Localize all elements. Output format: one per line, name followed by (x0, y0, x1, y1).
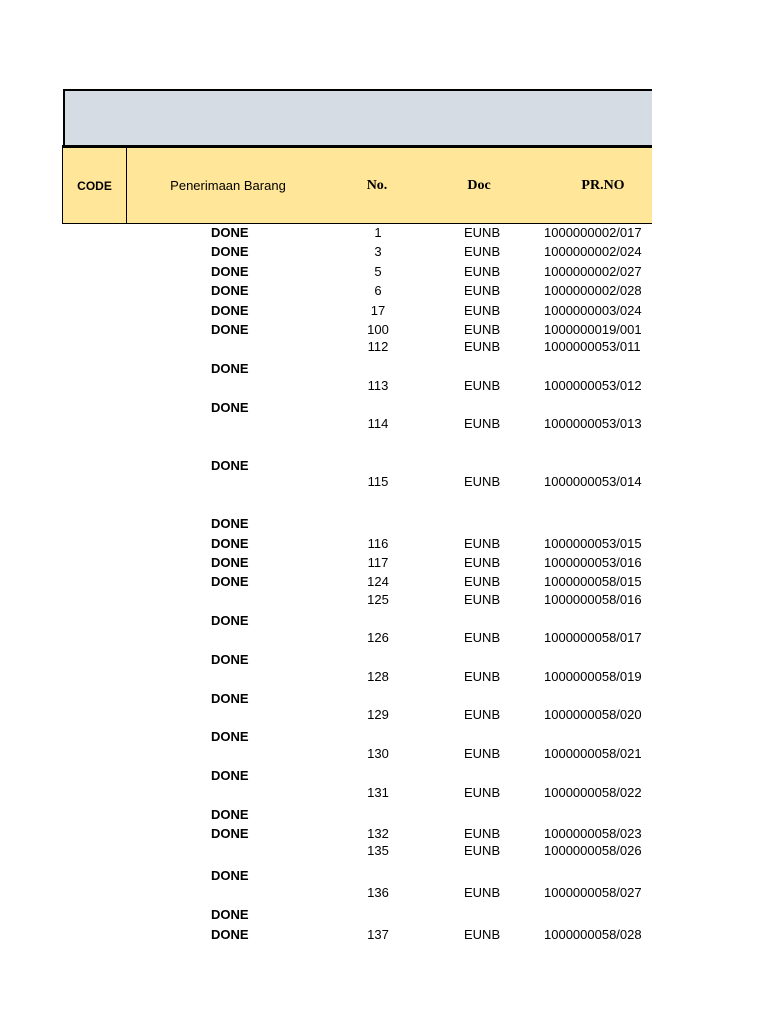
sheet-title-bar (63, 89, 652, 145)
row-no: 117 (367, 555, 389, 570)
row-doc: EUNB (464, 244, 501, 259)
status-done: DONE (211, 400, 249, 415)
row-doc: EUNB (464, 592, 501, 607)
status-done: DONE (211, 555, 249, 570)
status-done: DONE (211, 907, 249, 922)
header-no: No. (366, 177, 388, 193)
row-no: 114 (367, 416, 389, 431)
row-pr-no: 1000000053/016 (544, 555, 642, 570)
status-done: DONE (211, 826, 249, 841)
row-doc: EUNB (464, 885, 501, 900)
row-pr-no: 1000000053/014 (544, 474, 642, 489)
status-done: DONE (211, 516, 249, 531)
row-pr-no: 1000000019/001 (544, 322, 642, 337)
row-pr-no: 1000000058/016 (544, 592, 642, 607)
row-no: 112 (367, 339, 389, 354)
row-doc: EUNB (464, 416, 501, 431)
row-doc: EUNB (464, 339, 501, 354)
row-doc: EUNB (464, 826, 501, 841)
row-pr-no: 1000000058/027 (544, 885, 642, 900)
row-no: 124 (367, 574, 389, 589)
status-done: DONE (211, 244, 249, 259)
row-pr-no: 1000000058/026 (544, 843, 642, 858)
status-done: DONE (211, 361, 249, 376)
row-no: 129 (367, 707, 389, 722)
row-pr-no: 1000000058/021 (544, 746, 642, 761)
header-pr-no: PR.NO (581, 177, 625, 193)
row-pr-no: 1000000058/020 (544, 707, 642, 722)
row-pr-no: 1000000053/015 (544, 536, 642, 551)
table-header (62, 145, 652, 224)
row-doc: EUNB (464, 927, 501, 942)
row-no: 130 (367, 746, 389, 761)
status-done: DONE (211, 868, 249, 883)
row-pr-no: 1000000002/028 (544, 283, 642, 298)
status-done: DONE (211, 691, 249, 706)
status-done: DONE (211, 458, 249, 473)
row-doc: EUNB (464, 283, 501, 298)
status-done: DONE (211, 574, 249, 589)
row-no: 5 (374, 264, 382, 279)
status-done: DONE (211, 652, 249, 667)
row-no: 128 (367, 669, 389, 684)
status-done: DONE (211, 303, 249, 318)
row-doc: EUNB (464, 225, 501, 240)
row-doc: EUNB (464, 474, 501, 489)
row-doc: EUNB (464, 746, 501, 761)
row-doc: EUNB (464, 574, 501, 589)
status-done: DONE (211, 807, 249, 822)
row-no: 132 (367, 826, 389, 841)
status-done: DONE (211, 729, 249, 744)
row-doc: EUNB (464, 536, 501, 551)
row-doc: EUNB (464, 707, 501, 722)
status-done: DONE (211, 225, 249, 240)
status-done: DONE (211, 536, 249, 551)
row-no: 100 (367, 322, 389, 337)
row-pr-no: 1000000058/015 (544, 574, 642, 589)
row-no: 137 (367, 927, 389, 942)
row-pr-no: 1000000058/028 (544, 927, 642, 942)
row-pr-no: 1000000002/017 (544, 225, 642, 240)
row-doc: EUNB (464, 785, 501, 800)
row-no: 135 (367, 843, 389, 858)
row-pr-no: 1000000053/011 (544, 339, 641, 354)
row-no: 116 (367, 536, 389, 551)
status-done: DONE (211, 283, 249, 298)
row-no: 131 (367, 785, 389, 800)
row-pr-no: 1000000058/023 (544, 826, 642, 841)
row-pr-no: 1000000058/022 (544, 785, 642, 800)
header-doc: Doc (467, 177, 491, 193)
row-pr-no: 1000000003/024 (544, 303, 642, 318)
row-doc: EUNB (464, 630, 501, 645)
row-no: 1 (374, 225, 382, 240)
row-pr-no: 1000000002/024 (544, 244, 642, 259)
status-done: DONE (211, 264, 249, 279)
row-no: 126 (367, 630, 389, 645)
row-pr-no: 1000000058/019 (544, 669, 642, 684)
row-pr-no: 1000000053/013 (544, 416, 642, 431)
row-no: 6 (374, 283, 382, 298)
row-no: 3 (374, 244, 382, 259)
row-pr-no: 1000000058/017 (544, 630, 642, 645)
row-doc: EUNB (464, 264, 501, 279)
row-doc: EUNB (464, 322, 501, 337)
row-doc: EUNB (464, 378, 501, 393)
row-doc: EUNB (464, 303, 501, 318)
row-doc: EUNB (464, 843, 501, 858)
row-no: 17 (370, 303, 386, 318)
header-penerimaan-barang: Penerimaan Barang (170, 178, 286, 193)
row-pr-no: 1000000053/012 (544, 378, 642, 393)
status-done: DONE (211, 768, 249, 783)
row-no: 113 (367, 378, 389, 393)
status-done: DONE (211, 322, 249, 337)
row-no: 125 (367, 592, 389, 607)
row-no: 136 (367, 885, 389, 900)
status-done: DONE (211, 927, 249, 942)
header-code: CODE (63, 148, 127, 223)
row-doc: EUNB (464, 669, 501, 684)
status-done: DONE (211, 613, 249, 628)
row-pr-no: 1000000002/027 (544, 264, 642, 279)
row-no: 115 (367, 474, 389, 489)
row-doc: EUNB (464, 555, 501, 570)
